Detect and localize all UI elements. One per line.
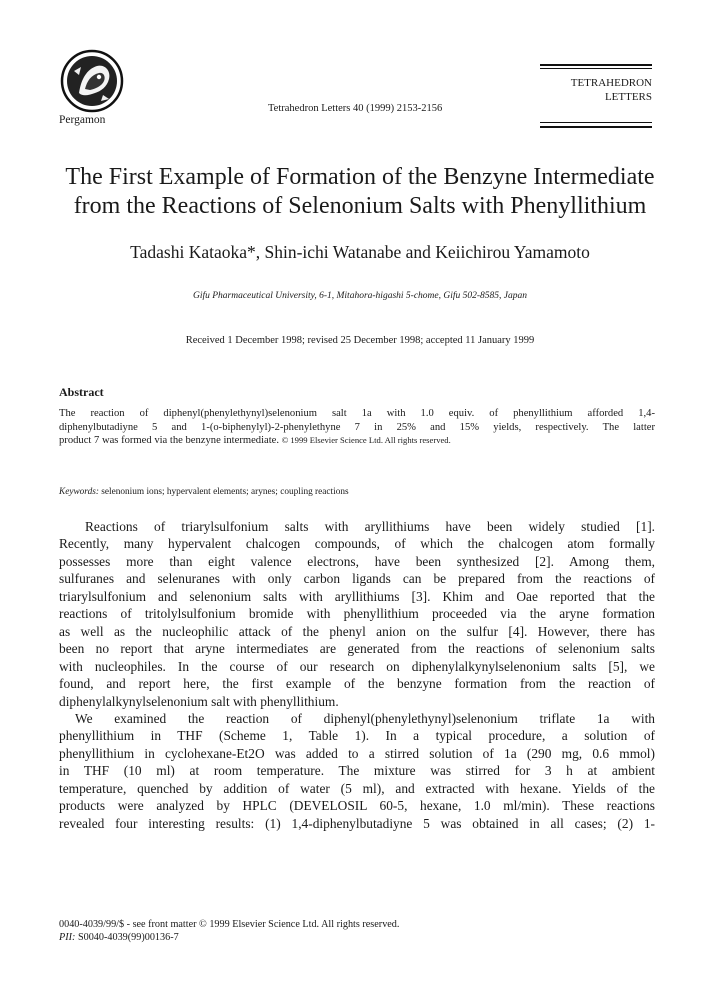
abstract-line-text: product 7 was formed via the benzyne intermediate. [59, 435, 280, 447]
author-list: Tadashi Kataoka*, Shin-ichi Watanabe and Keiichirou Yamamoto [130, 242, 590, 262]
journal-name [540, 76, 652, 104]
body-text [59, 518, 655, 832]
body-line: phenyllithium in cyclohexane-Et2O was added to a stirred solution of 1a (290 mg, 0.6 mmol) [59, 745, 655, 761]
body-line: temperature, quenched by addition of water (5 ml), and extracted with hexane. Yields of the [59, 780, 655, 796]
body-line: phenyllithium in THF (Scheme 1, Table 1). In a typical procedure, a solution of [59, 728, 655, 744]
body-line: as well as the nucleophilic attack of the phenyl anion on the sulfur [4]. However, there has [59, 623, 655, 639]
footer [59, 918, 399, 944]
keywords-label: Keywords: [59, 487, 99, 497]
body-line: been no report that aryne intermediates are generated from the reactions of selenonium salts [59, 641, 655, 657]
keywords-text: selenonium ions; hypervalent elements; arynes; coupling reactions [101, 487, 349, 497]
affiliation: Gifu Pharmaceutical University, 6-1, Mitahora-higashi 5-chome, Gifu 502-8585, Japan [192, 291, 528, 301]
body-line: with nucleophiles. In the course of our research on diphenylalkynylselenonium salts [5], we [59, 658, 655, 674]
body-line: possesses more than eight valence electrons, have been synthesized [2]. Among them, [59, 553, 655, 569]
publisher-name: Pergamon [59, 114, 106, 126]
abstract-line: The reaction of diphenyl(phenylethynyl)selenonium salt 1a with 1.0 equiv. of phenyllithium afforded 1,4- [59, 408, 655, 419]
footer-pii [59, 931, 399, 944]
abstract-line: diphenylbutadiyne 5 and 1-(o-biphenylyl)-2-phenylethyne 7 in 25% and 15% yields, respectively. The latter [59, 421, 655, 433]
header-rule [540, 64, 652, 66]
journal-name-line: LETTERS [604, 91, 652, 103]
body-line: Recently, many hypervalent chalcogen compounds, of which the chalcogen atom formally [59, 536, 655, 552]
journal-name-line: TETRAHEDRON [570, 77, 652, 89]
body-line: We examined the reaction of diphenyl(phenylethynyl)selenonium triflate 1a with [75, 710, 655, 726]
body-line: reactions of tritolylsulfonium bromide with phenyllithium proceeded via the aryne formation [59, 606, 655, 622]
body-line: Reactions of triarylsulfonium salts with aryllithiums have been widely studied [1]. [85, 519, 655, 534]
body-line: revealed four interesting results: (1) 1,4-diphenylbutadiyne 5 was obtained in all cases; (2) 1- [59, 815, 655, 831]
abstract-copyright: © 1999 Elsevier Science Ltd. All rights reserved. [281, 435, 451, 446]
body-line: diphenylalkynylselenonium salt with phenyllithium. [59, 693, 339, 709]
abstract-heading: Abstract [59, 385, 104, 399]
abstract-line [59, 434, 655, 448]
received-dates: Received 1 December 1998; revised 25 December 1998; accepted 11 January 1999 [185, 335, 535, 346]
body-line: triarylsulfonium and selenonium salts with aryllithiums [3]. Khim and Oae reported that the [59, 588, 655, 604]
footer-copyright: 0040-4039/99/$ - see front matter © 1999 Elsevier Science Ltd. All rights reserved. [59, 919, 400, 930]
body-line: found, and report here, the first example of the benzyne formation from the reaction of [59, 676, 655, 692]
title-line: The First Example of Formation of the Benzyne Intermediate [65, 164, 655, 190]
body-line: sulfuranes and selenuranes with only carbon ligands can be prepared from the reactions of [59, 571, 655, 587]
abstract-text [59, 407, 655, 448]
article-title [60, 163, 660, 221]
publisher-logo-icon [59, 49, 125, 113]
body-line: products were analyzed by HPLC (DEVELOSIL 60-5, hexane, 1.0 ml/min). These reactions [59, 798, 655, 814]
pii-label: PII: [59, 932, 76, 943]
header-rule [540, 122, 652, 123]
pii-value: S0040-4039(99)00136-7 [77, 932, 179, 943]
body-line: in THF (10 ml) at room temperature. The mixture was stirred for 3 h at ambient [59, 763, 655, 779]
header-rule [540, 68, 652, 69]
header-rule [540, 126, 652, 128]
keywords [59, 487, 349, 497]
title-line: from the Reactions of Selenonium Salts with Phenyllithium [73, 193, 647, 219]
journal-reference: Tetrahedron Letters 40 (1999) 2153-2156 [268, 103, 443, 114]
